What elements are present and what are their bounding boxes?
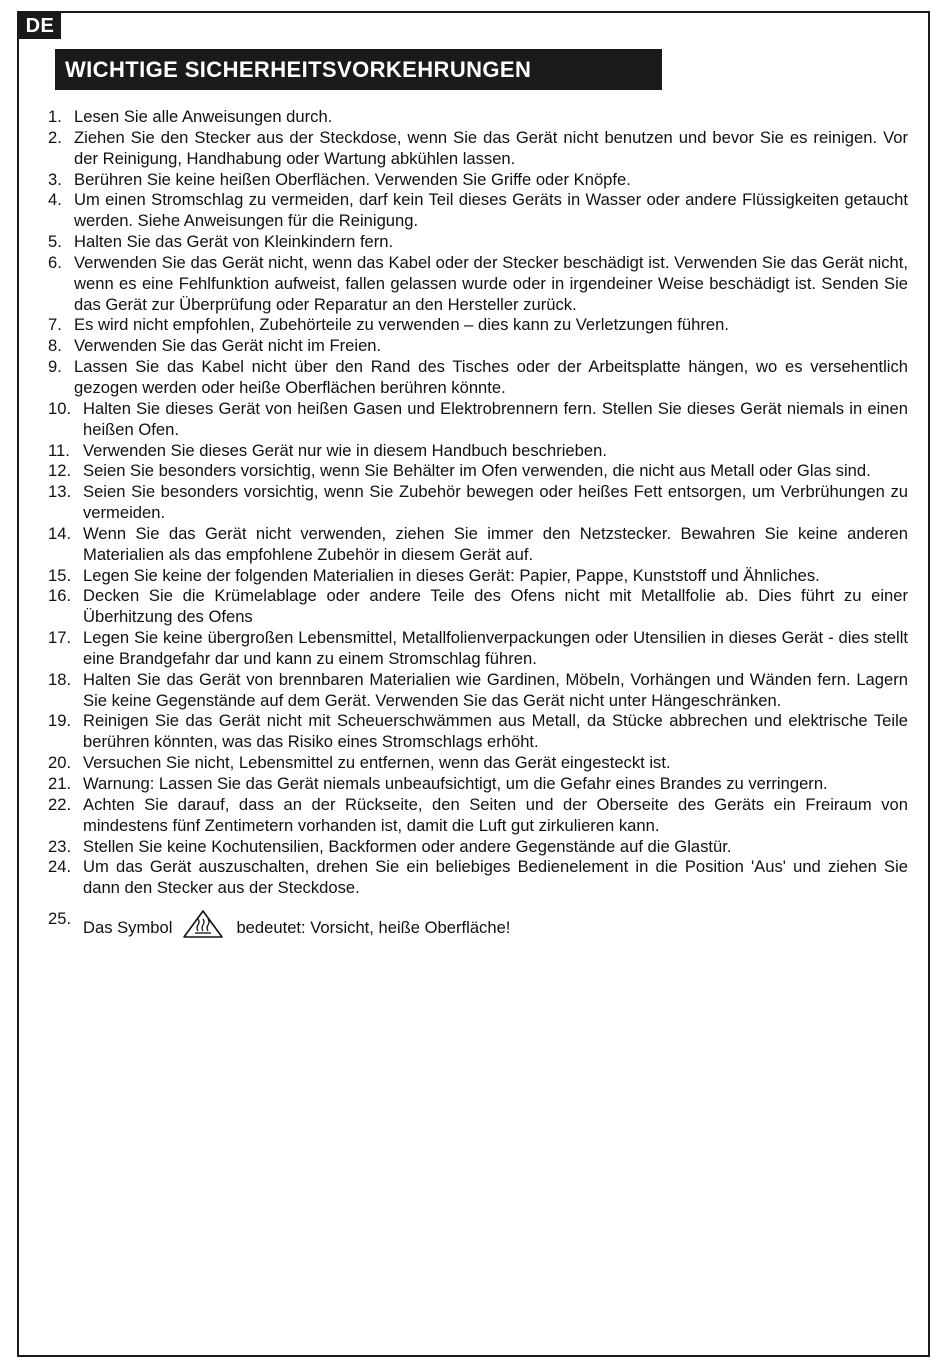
item-number: 21. <box>48 774 72 793</box>
list-item <box>48 357 908 399</box>
list-item <box>48 774 908 795</box>
list-item <box>48 461 908 482</box>
item-text: Um das Gerät auszuschalten, drehen Sie ein beliebiges Bedienelement in die Position 'Aus' und ziehen Sie dann den Stecker aus der Steckdose. <box>83 857 908 898</box>
item-number: 16. <box>48 586 72 606</box>
hot-surface-warning-icon <box>182 909 224 939</box>
item-text: Wenn Sie das Gerät nicht verwenden, ziehen Sie immer den Netzstecker. Bewahren Sie keine anderen Materialien als das empfohlene Zubehör in diesem Gerät auf. <box>83 523 908 564</box>
item-text: Halten Sie das Gerät von brennbaren Materialien wie Gardinen, Möbeln, Vorhängen und Wänden fern. Lagern Sie keine Gegenstände auf dem Gerät. Verwenden Sie das Gerät nicht unter Hängeschränken. <box>83 669 908 710</box>
item-text: Um einen Stromschlag zu vermeiden, darf kein Teil dieses Geräts in Wasser oder andere Flüssigkeiten getaucht werden. Siehe Anweisungen für die Reinigung. <box>74 190 908 231</box>
item-number: 15. <box>48 565 72 585</box>
item-number: 10. <box>48 398 72 418</box>
item-text: Legen Sie keine übergroßen Lebensmittel, Metallfolienverpackungen oder Utensilien in dieses Gerät - dies stellt eine Brandgefahr dar und kann zu einem Stromschlag führen. <box>83 628 908 668</box>
list-item <box>48 586 908 628</box>
item-number: 18. <box>48 669 72 689</box>
item-text: Decken Sie die Krümelablage oder andere Teile des Ofens nicht mit Metallfolie ab. Dies führt zu einer Überhitzung des Ofens <box>83 586 908 627</box>
item-text: Versuchen Sie nicht, Lebensmittel zu entfernen, wenn das Gerät eingesteckt ist. <box>83 753 671 773</box>
item-number: 9. <box>48 357 62 377</box>
section-title: WICHTIGE SICHERHEITSVORKEHRUNGEN <box>55 49 662 90</box>
item-number: 25. <box>48 909 72 929</box>
language-tag: DE <box>19 13 61 39</box>
list-item <box>48 253 908 316</box>
item-number: 8. <box>48 336 62 356</box>
list-item <box>48 107 908 128</box>
item-number: 11. <box>48 440 70 460</box>
list-item <box>48 128 908 170</box>
item-text: Halten Sie dieses Gerät von heißen Gasen und Elektrobrennern fern. Stellen Sie dieses Gerät niemals in einen heißen Ofen. <box>83 398 908 439</box>
list-item <box>48 190 908 232</box>
list-item <box>48 837 908 858</box>
item-number: 22. <box>48 794 72 814</box>
symbol-text-before: Das Symbol <box>83 918 173 938</box>
list-item <box>48 170 908 191</box>
item-text: Verwenden Sie das Gerät nicht, wenn das Kabel oder der Stecker beschädigt ist. Verwenden Sie das Gerät nicht, wenn es eine Fehlfunktion aufweist, fallen gelassen wurde oder in irgendeiner Weise beschädigt ist. Senden Sie das Gerät zur Überprüfung oder Reparatur an den Hersteller zurück. <box>74 252 908 314</box>
item-text: Lassen Sie das Kabel nicht über den Rand des Tisches oder der Arbeitsplatte hängen, wo es versehentlich gezogen werden oder heiße Oberflächen berühren könnte. <box>74 357 908 397</box>
item-number: 23. <box>48 836 72 856</box>
item-text: Berühren Sie keine heißen Oberflächen. Verwenden Sie Griffe oder Knöpfe. <box>74 169 631 189</box>
item-number: 12. <box>48 461 72 481</box>
list-item-symbol <box>48 909 908 939</box>
list-item <box>48 795 908 837</box>
symbol-text-after: bedeutet: Vorsicht, heiße Oberfläche! <box>236 918 511 938</box>
item-text: Seien Sie besonders vorsichtig, wenn Sie Zubehör bewegen oder heißes Fett entsorgen, um Verbrühungen zu vermeiden. <box>83 482 908 523</box>
item-number: 24. <box>48 857 72 877</box>
item-text: Lesen Sie alle Anweisungen durch. <box>74 107 333 126</box>
list-item <box>48 524 908 566</box>
item-number: 14. <box>48 523 72 543</box>
list-item <box>48 628 908 670</box>
item-number: 4. <box>48 190 62 210</box>
item-number: 1. <box>48 107 62 126</box>
item-text <box>83 909 908 939</box>
item-text: Achten Sie darauf, dass an der Rückseite, den Seiten und der Oberseite des Geräts ein Freiraum von mindestens fünf Zentimetern vorhanden ist, damit die Luft gut zirkulieren kann. <box>83 794 908 835</box>
list-item <box>48 232 908 253</box>
item-text: Halten Sie das Gerät von Kleinkindern fern. <box>74 232 394 252</box>
list-item <box>48 753 908 774</box>
list-item <box>48 315 908 336</box>
item-number: 13. <box>48 482 72 502</box>
list-item <box>48 566 908 587</box>
item-number: 17. <box>48 628 72 648</box>
item-number: 19. <box>48 711 72 731</box>
item-number: 3. <box>48 169 62 189</box>
list-item <box>48 482 908 524</box>
item-text: Es wird nicht empfohlen, Zubehörteile zu verwenden – dies kann zu Verletzungen führen. <box>74 315 729 335</box>
safety-instructions-list <box>48 107 908 939</box>
list-item <box>48 336 908 357</box>
item-number: 2. <box>48 127 62 147</box>
item-text: Warnung: Lassen Sie das Gerät niemals unbeaufsichtigt, um die Gefahr eines Brandes zu verringern. <box>83 774 828 793</box>
item-number: 7. <box>48 315 62 335</box>
list-item <box>48 399 908 441</box>
item-number: 20. <box>48 753 72 773</box>
item-text: Ziehen Sie den Stecker aus der Steckdose, wenn Sie das Gerät nicht benutzen und bevor Sie es reinigen. Vor der Reinigung, Handhabung oder Wartung abkühlen lassen. <box>74 127 908 168</box>
item-text: Stellen Sie keine Kochutensilien, Backformen oder andere Gegenstände auf die Glastür. <box>83 836 732 856</box>
item-number: 5. <box>48 232 62 252</box>
list-item <box>48 670 908 712</box>
list-item <box>48 711 908 753</box>
item-text: Verwenden Sie dieses Gerät nur wie in diesem Handbuch beschrieben. <box>83 440 607 460</box>
item-text: Reinigen Sie das Gerät nicht mit Scheuerschwämmen aus Metall, da Stücke abbrechen und elektrische Teile berühren könnten, was das Risiko eines Stromschlags erhöht. <box>83 711 908 752</box>
item-text: Seien Sie besonders vorsichtig, wenn Sie Behälter im Ofen verwenden, die nicht aus Metall oder Glas sind. <box>83 461 871 481</box>
list-item <box>48 857 908 899</box>
item-text: Legen Sie keine der folgenden Materialien in dieses Gerät: Papier, Pappe, Kunststoff und Ähnliches. <box>83 565 820 585</box>
item-text: Verwenden Sie das Gerät nicht im Freien. <box>74 336 382 356</box>
list-item <box>48 441 908 462</box>
item-number: 6. <box>48 252 62 272</box>
